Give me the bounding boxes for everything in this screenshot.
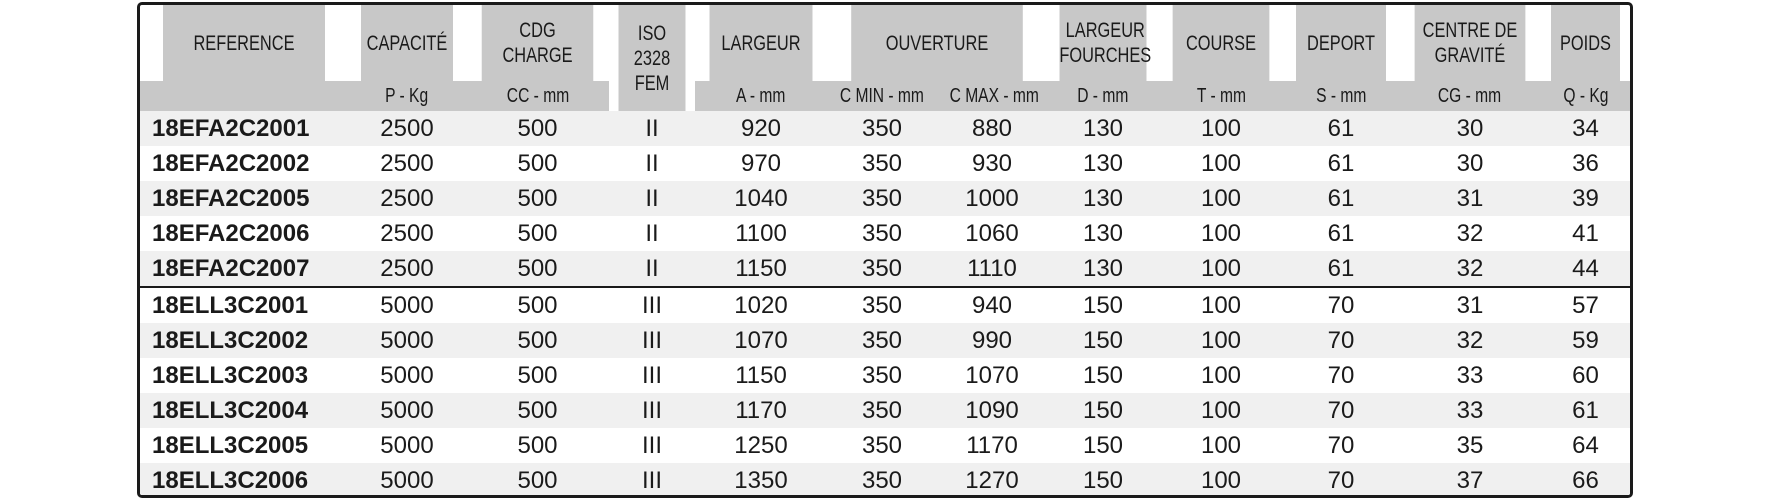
cell-largeur: 1170 xyxy=(695,393,827,428)
cell-c-min: 350 xyxy=(827,287,937,323)
cell-poids: 36 xyxy=(1541,146,1630,181)
cell-c-max: 940 xyxy=(937,287,1047,323)
cell-centre-gravite: 30 xyxy=(1399,111,1541,146)
unit-ouverture-min: C MIN - mm xyxy=(827,81,937,111)
cell-poids: 39 xyxy=(1541,181,1630,216)
cell-poids: 61 xyxy=(1541,393,1630,428)
cell-largeur: 1150 xyxy=(695,358,827,393)
cell-deport: 61 xyxy=(1283,181,1399,216)
cell-deport: 70 xyxy=(1283,463,1399,498)
cell-centre-gravite: 35 xyxy=(1399,428,1541,463)
cell-reference: 18EFA2C2007 xyxy=(140,251,348,287)
cell-poids: 57 xyxy=(1541,287,1630,323)
col-header-iso: ISO 2328 FEM xyxy=(618,5,685,111)
cell-centre-gravite: 32 xyxy=(1399,216,1541,251)
cell-c-max: 1070 xyxy=(937,358,1047,393)
cell-cdg-charge: 500 xyxy=(466,181,609,216)
cell-iso: III xyxy=(609,393,695,428)
unit-largeur: A - mm xyxy=(695,81,827,111)
cell-course: 100 xyxy=(1159,111,1283,146)
cell-iso: III xyxy=(609,463,695,498)
col-header-largeur: LARGEUR xyxy=(710,5,813,81)
cell-c-min: 350 xyxy=(827,181,937,216)
cell-largeur: 1020 xyxy=(695,287,827,323)
cell-reference: 18ELL3C2006 xyxy=(140,463,348,498)
cell-reference: 18ELL3C2002 xyxy=(140,323,348,358)
unit-ouverture-max: C MAX - mm xyxy=(937,81,1047,111)
cell-largeur: 1250 xyxy=(695,428,827,463)
cell-poids: 44 xyxy=(1541,251,1630,287)
cell-iso: III xyxy=(609,323,695,358)
table-row xyxy=(140,146,1630,181)
cell-capacite: 5000 xyxy=(348,393,466,428)
cell-reference: 18EFA2C2006 xyxy=(140,216,348,251)
unit-course: T - mm xyxy=(1159,81,1283,111)
cell-course: 100 xyxy=(1159,251,1283,287)
col-header-course: COURSE xyxy=(1173,5,1270,81)
unit-cdg-charge: CC - mm xyxy=(466,81,609,111)
cell-course: 100 xyxy=(1159,287,1283,323)
cell-iso: II xyxy=(609,251,695,287)
table-row xyxy=(140,287,1630,323)
col-header-reference: REFERENCE xyxy=(163,5,325,81)
cell-deport: 61 xyxy=(1283,111,1399,146)
table-row xyxy=(140,323,1630,358)
unit-poids: Q - Kg xyxy=(1541,81,1630,111)
cell-deport: 70 xyxy=(1283,287,1399,323)
cell-reference: 18ELL3C2005 xyxy=(140,428,348,463)
cell-course: 100 xyxy=(1159,358,1283,393)
cell-c-max: 1170 xyxy=(937,428,1047,463)
table-header xyxy=(140,5,1630,111)
cell-capacite: 5000 xyxy=(348,428,466,463)
cell-centre-gravite: 37 xyxy=(1399,463,1541,498)
cell-largeur: 1100 xyxy=(695,216,827,251)
cell-c-max: 1060 xyxy=(937,216,1047,251)
cell-c-min: 350 xyxy=(827,393,937,428)
cell-c-min: 350 xyxy=(827,358,937,393)
cell-largeur-fourches: 150 xyxy=(1047,428,1159,463)
cell-capacite: 5000 xyxy=(348,463,466,498)
cell-cdg-charge: 500 xyxy=(466,393,609,428)
cell-capacite: 2500 xyxy=(348,146,466,181)
unit-deport: S - mm xyxy=(1283,81,1399,111)
cell-reference: 18ELL3C2004 xyxy=(140,393,348,428)
cell-c-max: 1110 xyxy=(937,251,1047,287)
cell-c-max: 930 xyxy=(937,146,1047,181)
table-body xyxy=(140,111,1630,498)
table-row xyxy=(140,111,1630,146)
col-header-capacite: CAPACITÉ xyxy=(361,5,453,81)
cell-centre-gravite: 33 xyxy=(1399,393,1541,428)
cell-c-max: 1000 xyxy=(937,181,1047,216)
cell-deport: 70 xyxy=(1283,393,1399,428)
table-row xyxy=(140,463,1630,498)
unit-centre-gravite: CG - mm xyxy=(1399,81,1541,111)
cell-capacite: 2500 xyxy=(348,216,466,251)
table-row xyxy=(140,393,1630,428)
cell-largeur-fourches: 150 xyxy=(1047,393,1159,428)
cell-poids: 66 xyxy=(1541,463,1630,498)
cell-cdg-charge: 500 xyxy=(466,216,609,251)
table-row xyxy=(140,181,1630,216)
cell-reference: 18EFA2C2002 xyxy=(140,146,348,181)
cell-capacite: 5000 xyxy=(348,358,466,393)
cell-course: 100 xyxy=(1159,181,1283,216)
cell-c-max: 990 xyxy=(937,323,1047,358)
col-header-ouverture: OUVERTURE xyxy=(851,5,1023,81)
cell-deport: 61 xyxy=(1283,146,1399,181)
cell-centre-gravite: 33 xyxy=(1399,358,1541,393)
cell-deport: 61 xyxy=(1283,251,1399,287)
spec-table xyxy=(140,5,1630,498)
cell-cdg-charge: 500 xyxy=(466,463,609,498)
header-row-units xyxy=(140,81,1630,111)
cell-largeur: 920 xyxy=(695,111,827,146)
cell-course: 100 xyxy=(1159,323,1283,358)
cell-largeur-fourches: 130 xyxy=(1047,111,1159,146)
cell-c-min: 350 xyxy=(827,146,937,181)
cell-largeur: 1150 xyxy=(695,251,827,287)
cell-c-min: 350 xyxy=(827,111,937,146)
cell-c-min: 350 xyxy=(827,463,937,498)
cell-deport: 61 xyxy=(1283,216,1399,251)
cell-largeur-fourches: 150 xyxy=(1047,463,1159,498)
header-row-labels xyxy=(140,5,1630,81)
cell-largeur-fourches: 150 xyxy=(1047,358,1159,393)
cell-largeur-fourches: 130 xyxy=(1047,251,1159,287)
cell-cdg-charge: 500 xyxy=(466,428,609,463)
cell-poids: 64 xyxy=(1541,428,1630,463)
cell-c-max: 880 xyxy=(937,111,1047,146)
col-header-largeur-fourches: LARGEUR FOURCHES xyxy=(1059,5,1146,81)
cell-course: 100 xyxy=(1159,463,1283,498)
cell-cdg-charge: 500 xyxy=(466,251,609,287)
cell-cdg-charge: 500 xyxy=(466,287,609,323)
col-header-poids: POIDS xyxy=(1551,5,1620,81)
cell-centre-gravite: 30 xyxy=(1399,146,1541,181)
cell-iso: III xyxy=(609,287,695,323)
cell-deport: 70 xyxy=(1283,323,1399,358)
cell-deport: 70 xyxy=(1283,428,1399,463)
cell-centre-gravite: 32 xyxy=(1399,323,1541,358)
table-row xyxy=(140,251,1630,287)
cell-iso: II xyxy=(609,146,695,181)
cell-largeur-fourches: 130 xyxy=(1047,216,1159,251)
cell-iso: II xyxy=(609,181,695,216)
cell-course: 100 xyxy=(1159,393,1283,428)
cell-centre-gravite: 31 xyxy=(1399,287,1541,323)
cell-capacite: 2500 xyxy=(348,111,466,146)
spec-table-frame xyxy=(137,2,1633,498)
cell-course: 100 xyxy=(1159,428,1283,463)
cell-deport: 70 xyxy=(1283,358,1399,393)
cell-largeur: 1070 xyxy=(695,323,827,358)
cell-cdg-charge: 500 xyxy=(466,358,609,393)
cell-reference: 18ELL3C2003 xyxy=(140,358,348,393)
col-header-deport: DEPORT xyxy=(1296,5,1386,81)
cell-poids: 34 xyxy=(1541,111,1630,146)
cell-capacite: 5000 xyxy=(348,323,466,358)
cell-centre-gravite: 32 xyxy=(1399,251,1541,287)
cell-iso: II xyxy=(609,216,695,251)
cell-largeur-fourches: 130 xyxy=(1047,181,1159,216)
cell-c-max: 1090 xyxy=(937,393,1047,428)
cell-course: 100 xyxy=(1159,146,1283,181)
cell-reference: 18EFA2C2001 xyxy=(140,111,348,146)
cell-reference: 18ELL3C2001 xyxy=(140,287,348,323)
cell-largeur: 970 xyxy=(695,146,827,181)
col-header-centre-gravite: CENTRE DE GRAVITÉ xyxy=(1415,5,1526,81)
cell-iso: II xyxy=(609,111,695,146)
cell-c-min: 350 xyxy=(827,323,937,358)
cell-iso: III xyxy=(609,358,695,393)
unit-capacite: P - Kg xyxy=(348,81,466,111)
cell-cdg-charge: 500 xyxy=(466,323,609,358)
cell-largeur: 1040 xyxy=(695,181,827,216)
cell-centre-gravite: 31 xyxy=(1399,181,1541,216)
cell-capacite: 5000 xyxy=(348,287,466,323)
cell-largeur-fourches: 150 xyxy=(1047,323,1159,358)
table-row xyxy=(140,358,1630,393)
cell-capacite: 2500 xyxy=(348,181,466,216)
cell-course: 100 xyxy=(1159,216,1283,251)
cell-cdg-charge: 500 xyxy=(466,146,609,181)
cell-largeur: 1350 xyxy=(695,463,827,498)
cell-cdg-charge: 500 xyxy=(466,111,609,146)
cell-largeur-fourches: 150 xyxy=(1047,287,1159,323)
cell-largeur-fourches: 130 xyxy=(1047,146,1159,181)
cell-c-min: 350 xyxy=(827,216,937,251)
unit-reference xyxy=(140,81,348,111)
col-header-cdg-charge: CDG CHARGE xyxy=(482,5,594,81)
table-row xyxy=(140,428,1630,463)
cell-capacite: 2500 xyxy=(348,251,466,287)
cell-c-max: 1270 xyxy=(937,463,1047,498)
cell-poids: 41 xyxy=(1541,216,1630,251)
cell-c-min: 350 xyxy=(827,251,937,287)
cell-poids: 60 xyxy=(1541,358,1630,393)
cell-c-min: 350 xyxy=(827,428,937,463)
cell-reference: 18EFA2C2005 xyxy=(140,181,348,216)
table-row xyxy=(140,216,1630,251)
cell-poids: 59 xyxy=(1541,323,1630,358)
cell-iso: III xyxy=(609,428,695,463)
unit-largeur-fourches: D - mm xyxy=(1047,81,1159,111)
